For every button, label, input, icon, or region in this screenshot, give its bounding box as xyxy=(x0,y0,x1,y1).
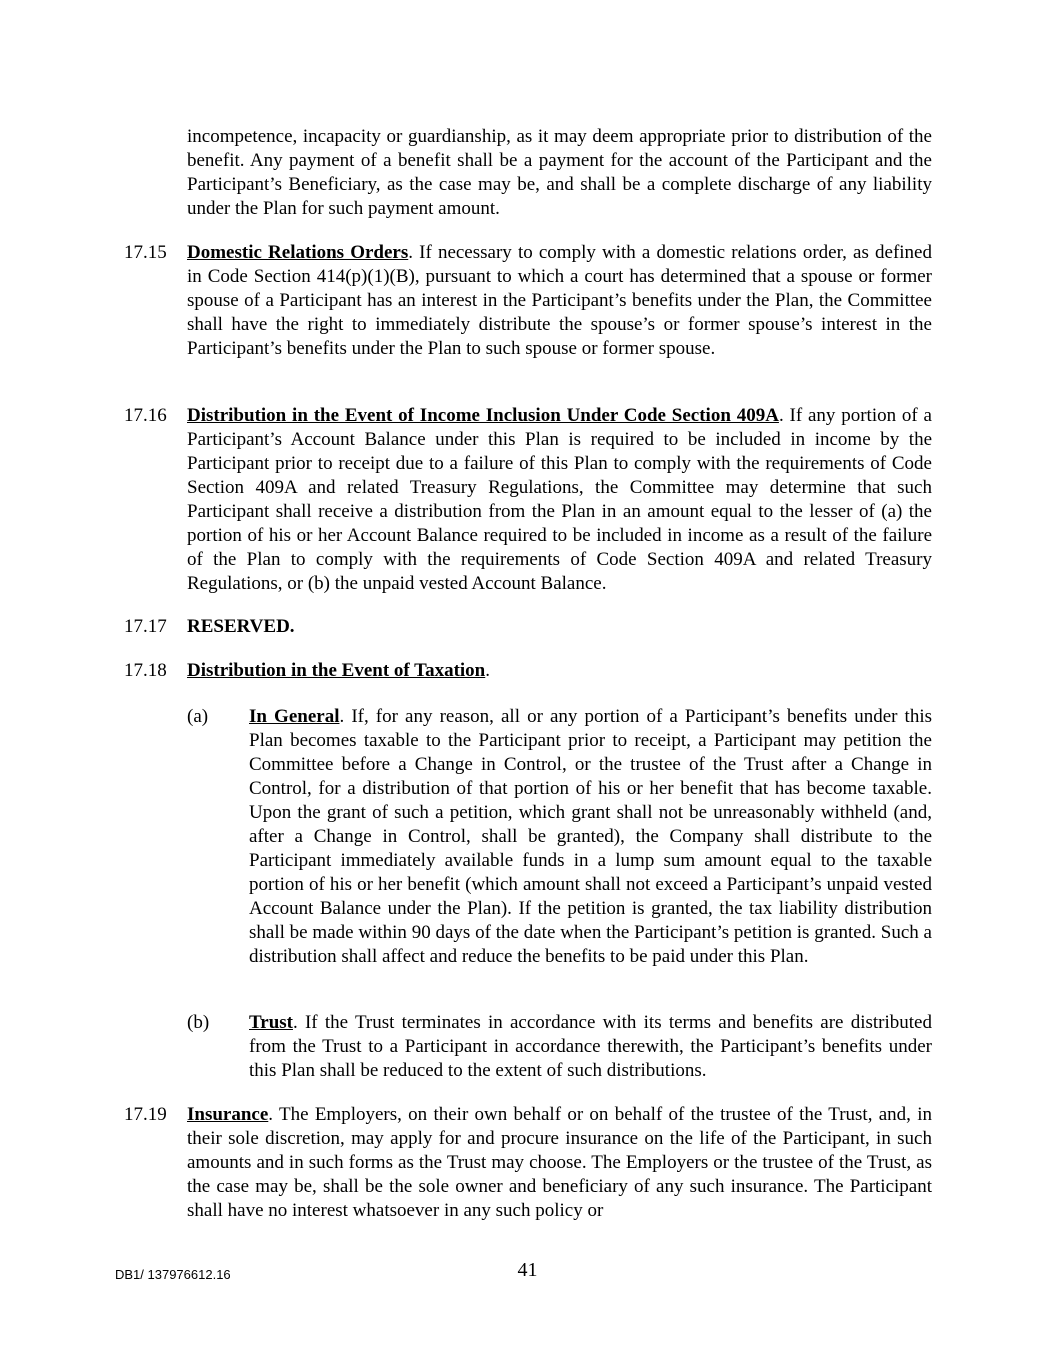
section-17-19 xyxy=(187,1103,932,1223)
subsection-heading-trust: Trust xyxy=(249,1012,293,1033)
section-number-17-18: 17.18 xyxy=(124,660,167,681)
section-body: . If necessary to comply with a domestic relations order, as defined in Code Section 414(p)(1)(B), pursuant to which a court has determined that a spouse or former spouse of a Participant has an interest in the Participant’s benefits under the Plan, the Committee shall have the right to immediately distribute the spouse’s or former spouse’s interest in the Participant’s benefits under the Plan to such spouse or former spouse. xyxy=(187,242,932,359)
continuation-text: incompetence, incapacity or guardianship, as it may deem appropriate prior to distribution of the benefit. Any payment of a benefit shall be a payment for the account of the Participant and the Participant’s Beneficiary, as the case may be, and shall be a complete discharge of any liability under the Plan for such payment amount. xyxy=(187,126,932,219)
section-heading-income-inclusion-409a: Distribution in the Event of Income Inclusion Under Code Section 409A xyxy=(187,405,779,426)
section-number-17-15: 17.15 xyxy=(124,242,167,263)
section-17-17 xyxy=(187,615,932,639)
section-heading-distribution-taxation: Distribution in the Event of Taxation xyxy=(187,660,486,681)
section-17-16 xyxy=(187,404,932,596)
subsection-letter-a: (a) xyxy=(187,706,209,727)
page-number: 41 xyxy=(517,1259,538,1281)
subsection-body: . If, for any reason, all or any portion of a Participant’s benefits under this Plan becomes taxable to the Participant prior to receipt, a Participant may petition the Committee before a Change in Control, or the trustee of the Trust after a Change in Control, for a distribution of that portion of his or her benefit that has become taxable. Upon the grant of such a petition, which grant shall not be unreasonably withheld (and, after a Change in Control, shall be granted), the Company shall distribute to the Participant immediately available funds in a lump sum amount equal to the taxable portion of his or her benefit (which amount shall not exceed a Participant’s unpaid vested Account Balance under the Plan). If the petition is granted, the tax liability distribution shall be made within 90 days of the date when the Participant’s petition is granted. Such a distribution shall affect and reduce the benefits to be paid under this Plan. xyxy=(249,706,932,967)
subsection-body: . If the Trust terminates in accordance with its terms and benefits are distributed from the Trust to a Participant in accordance therewith, the Participant’s benefits under this Plan shall be reduced to the extent of such distributions. xyxy=(249,1012,932,1081)
subsection-a xyxy=(249,705,932,969)
section-heading-insurance: Insurance xyxy=(187,1104,269,1125)
subsection-heading-in-general: In General xyxy=(249,706,340,727)
section-number-17-17: 17.17 xyxy=(124,616,167,637)
section-body: . xyxy=(485,660,490,681)
subsection-letter-b: (b) xyxy=(187,1012,210,1033)
section-body: . If any portion of a Participant’s Account Balance under this Plan is required to be included in income by the Participant prior to receipt due to a failure of this Plan to comply with the requirements of Code Section 409A and related Treasury Regulations, the Committee may determine that such Participant shall receive a distribution from the Plan in an amount equal to the lesser of (a) the portion of his or her Account Balance required to be included in income as a result of the failure of the Plan to comply with the requirements of Code Section 409A and related Treasury Regulations, or (b) the unpaid vested Account Balance. xyxy=(187,405,932,594)
continuation-paragraph xyxy=(187,125,932,221)
section-17-18 xyxy=(187,659,932,683)
subsection-b xyxy=(249,1011,932,1083)
section-heading-reserved: RESERVED. xyxy=(187,616,295,637)
section-body: . The Employers, on their own behalf or on behalf of the trustee of the Trust, and, in their sole discretion, may apply for and procure insurance on the life of the Participant, in such amounts and in such forms as the Trust may choose. The Employers or the trustee of the Trust, as the case may be, shall be the sole owner and beneficiary of any such insurance. The Participant shall have no interest whatsoever in any such policy or xyxy=(187,1104,932,1221)
section-17-15 xyxy=(187,241,932,361)
section-number-17-16: 17.16 xyxy=(124,405,167,426)
footer-document-id: DB1/ 137976612.16 xyxy=(115,1267,231,1282)
section-heading-domestic-relations-orders: Domestic Relations Orders xyxy=(187,242,409,263)
section-number-17-19: 17.19 xyxy=(124,1104,167,1125)
